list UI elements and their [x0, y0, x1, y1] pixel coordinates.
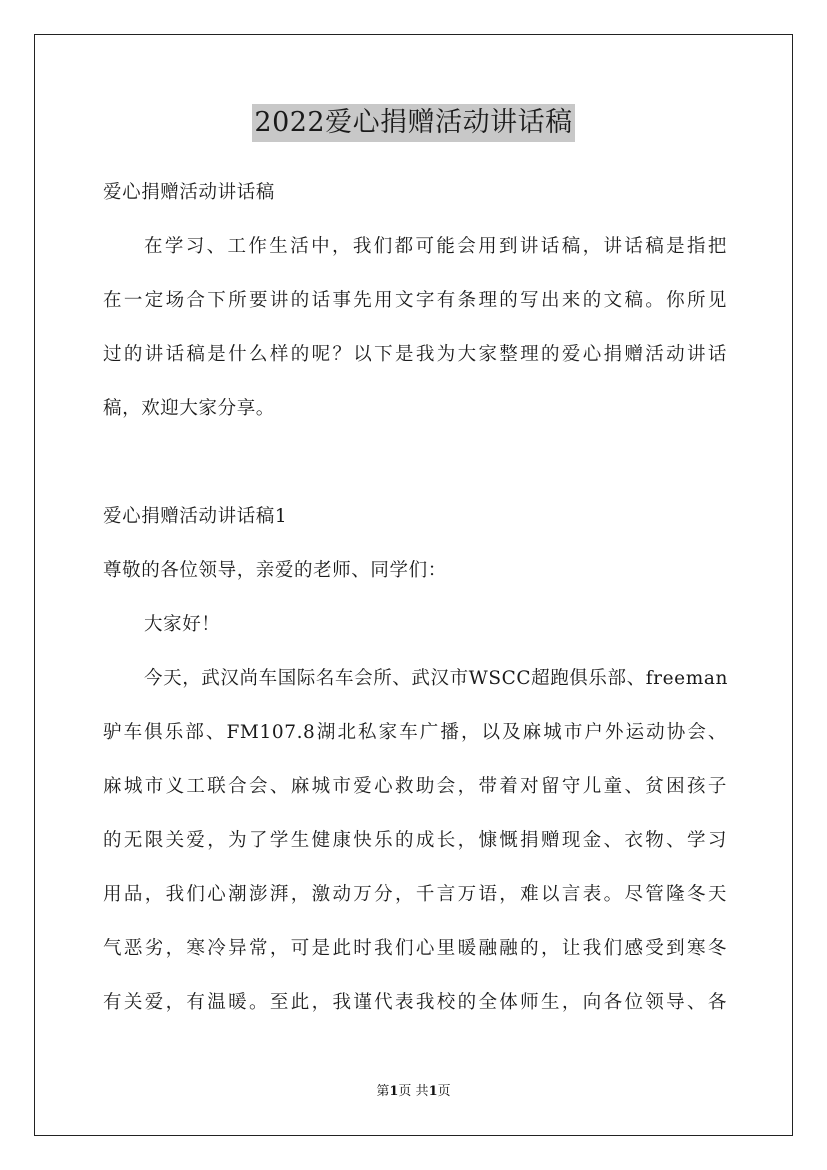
subtitle: 爱心捐赠活动讲话稿 — [103, 182, 275, 203]
body-line: 有关爱，有温暖。至此，我谨代表我校的全体师生，向各位领导、各 — [103, 992, 727, 1013]
title-container — [0, 104, 827, 142]
intro-line: 过的讲话稿是什么样的呢？以下是我为大家整理的爱心捐赠活动讲话 — [103, 344, 727, 365]
page-prefix: 第 — [376, 1084, 390, 1099]
intro-line: 在学习、工作生活中，我们都可能会用到讲话稿，讲话稿是指把 — [144, 236, 727, 257]
body-line: 麻城市义工联合会、麻城市爱心救助会，带着对留守儿童、贫困孩子 — [103, 776, 727, 797]
body-line: 的无限关爱，为了学生健康快乐的成长，慷慨捐赠现金、衣物、学习 — [103, 830, 727, 851]
document-title: 2022爱心捐赠活动讲话稿 — [252, 104, 574, 142]
salutation: 尊敬的各位领导，亲爱的老师、同学们： — [103, 560, 447, 581]
body-line: 用品，我们心潮澎湃，激动万分，千言万语，难以言表。尽管隆冬天 — [103, 884, 727, 905]
document-body — [103, 166, 727, 1030]
section-heading: 爱心捐赠活动讲话稿1 — [103, 506, 288, 527]
body-line: 今天，武汉尚车国际名车会所、武汉市WSCC超跑俱乐部、freeman — [144, 668, 728, 689]
spacer — [103, 436, 727, 490]
page-suffix: 页 — [437, 1084, 451, 1099]
page-current: 1 — [389, 1084, 399, 1099]
page-mid: 页 共 — [398, 1084, 429, 1099]
greeting: 大家好！ — [144, 614, 221, 635]
page-footer — [0, 1083, 827, 1101]
intro-line: 在一定场合下所要讲的话事先用文字有条理的写出来的文稿。你所见 — [103, 290, 727, 311]
intro-line: 稿，欢迎大家分享。 — [103, 398, 275, 419]
body-line: 驴车俱乐部、FM107.8湖北私家车广播，以及麻城市户外运动协会、 — [103, 722, 727, 743]
body-line: 气恶劣，寒冷异常，可是此时我们心里暖融融的，让我们感受到寒冬 — [103, 938, 727, 959]
page-total: 1 — [428, 1084, 438, 1099]
